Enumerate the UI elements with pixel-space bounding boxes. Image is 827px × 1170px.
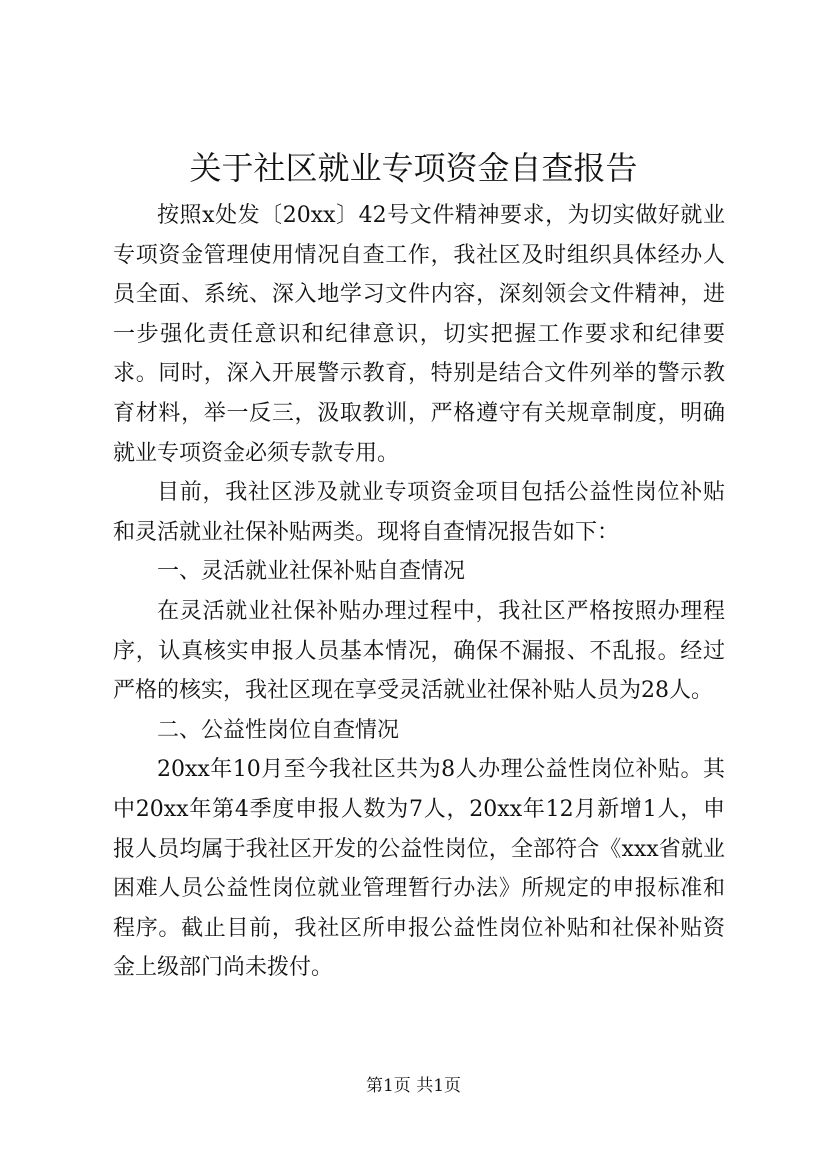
section-heading-flexible-employment: 一、灵活就业社保补贴自查情况 xyxy=(157,559,466,585)
paragraph-flexible-employment: 在灵活就业社保补贴办理过程中，我社区严格按照办理程序，认真核实申报人员基本情况，确保不漏报、不乱报。经过严格的核实，我社区现在享受灵活就业社保补贴人员为28人。 xyxy=(113,598,725,704)
paragraph-public-welfare-posts: 20xx年10月至今我社区共为8人办理公益性岗位补贴。其中20xx年第4季度申报人数为7人，20xx年12月新增1人，申报人员均属于我社区开发的公益性岗位，全部符合《xxx省就业困难人员公益性岗位就业管理暂行办法》所规定的申报标准和程序。截止目前，我社区所申报公益性岗位补贴和社保补贴资金上级部门尚未拨付。 xyxy=(113,757,725,981)
page-number-footer: 第1页 共1页 xyxy=(365,1076,462,1096)
paragraph-overview: 目前，我社区涉及就业专项资金项目包括公益性岗位补贴和灵活就业社保补贴两类。现将自查情况报告如下： xyxy=(113,480,725,545)
section-heading-public-welfare-posts: 二、公益性岗位自查情况 xyxy=(157,717,400,743)
paragraph-intro: 按照x处发〔20xx〕42号文件精神要求，为切实做好就业专项资金管理使用情况自查工作，我社区及时组织具体经办人员全面、系统、深入地学习文件内容，深刻领会文件精神，进一步强化责任意识和纪律意识，切实把握工作要求和纪律要求。同时，深入开展警示教育，特别是结合文件列举的警示教育材料，举一反三，汲取教训，严格遵守有关规章制度，明确就业专项资金必须专款专用。 xyxy=(113,203,725,466)
document-title: 关于社区就业专项资金自查报告 xyxy=(189,149,638,187)
document-body xyxy=(113,196,725,988)
